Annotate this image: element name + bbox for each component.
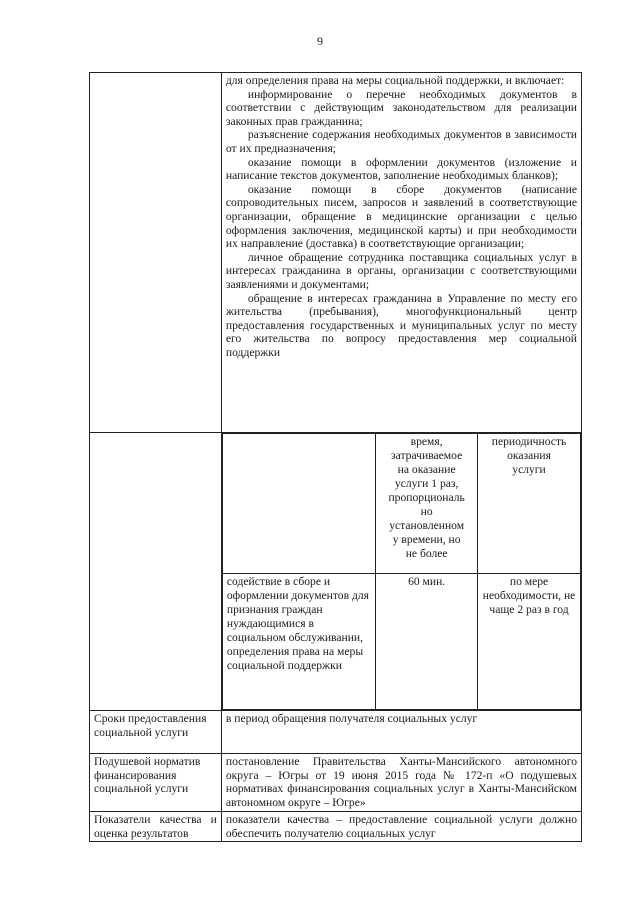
paragraph: оказание помощи в сборе документов (написание сопроводительных писем, запросов и заявлений в соответствующие организации, обращение в медицинские организации с целью оформления заключения, медицинской карты) и при необходимости их направление (доставка) в соответствующие организации; xyxy=(225,182,577,251)
label-cell xyxy=(90,73,222,433)
row-label: Сроки предоставления социальной услуги xyxy=(90,711,222,754)
row-value: показатели качества – предоставление социальной услуги должно обеспечить получателю социальных услуг xyxy=(221,812,581,842)
paragraph: личное обращение сотрудника поставщика социальных услуг в интересах гражданина в органы, организации с соответствующими заявлениями и документами; xyxy=(225,250,577,291)
table-row xyxy=(90,73,582,433)
row-value: постановление Правительства Ханты-Мансийского автономного округа – Югры от 19 июня 2015 года № 172-п «О подушевых нормативах финансирования социальных услуг в Ханты-Мансийском автономном округе – Югре» xyxy=(221,754,581,812)
header-frequency: периодичность оказания услуги xyxy=(478,434,581,574)
time-value: 60 мин. xyxy=(376,574,478,710)
paragraph: для определения права на меры социальной поддержки, и включает: xyxy=(225,74,565,87)
header-cell xyxy=(222,434,375,574)
row-label: Подушевой норматив финансирования социальной услуги xyxy=(90,754,222,812)
frequency-value: по мере необходимости, не чаще 2 раз в год xyxy=(478,574,581,710)
table-row xyxy=(90,754,582,812)
table-row xyxy=(222,434,580,574)
nested-table-cell xyxy=(221,433,581,711)
row-value: в период обращения получателя социальных услуг xyxy=(221,711,581,754)
time-frequency-table xyxy=(222,433,581,710)
table-row xyxy=(222,574,580,710)
table-row xyxy=(90,433,582,711)
paragraph: оказание помощи в оформлении документов (изложение и написание текстов документов, заполнение необходимых бланков); xyxy=(225,155,577,183)
row-label: Показатели качества и оценка результатов xyxy=(90,812,222,842)
label-cell xyxy=(90,433,222,711)
page-number: 9 xyxy=(317,34,323,48)
header-time: время, затрачиваемое на оказание услуги 1 раз, пропорциональ но установленном у времени, но не более xyxy=(376,434,478,574)
description-cell xyxy=(221,73,581,433)
service-standard-table xyxy=(89,72,582,842)
table-row xyxy=(90,711,582,754)
paragraph: разъяснение содержания необходимых документов в зависимости от их предназначения; xyxy=(225,128,577,155)
paragraph: информирование о перечне необходимых документов в соответствии с действующим законодательством для реализации законных прав гражданина; xyxy=(225,87,577,128)
paragraph: обращение в интересах гражданина в Управление по месту его жительства (пребывания), многофункциональный центр предоставления государственных и муниципальных услуг по месту его жительства по вопросу предоставления мер социальной поддержки xyxy=(225,291,577,359)
table-row xyxy=(90,812,582,842)
service-name: содействие в сборе и оформлении документов для признания граждан нуждающимися в социальном обслуживании, определения права на меры социальной поддержки xyxy=(222,574,375,710)
